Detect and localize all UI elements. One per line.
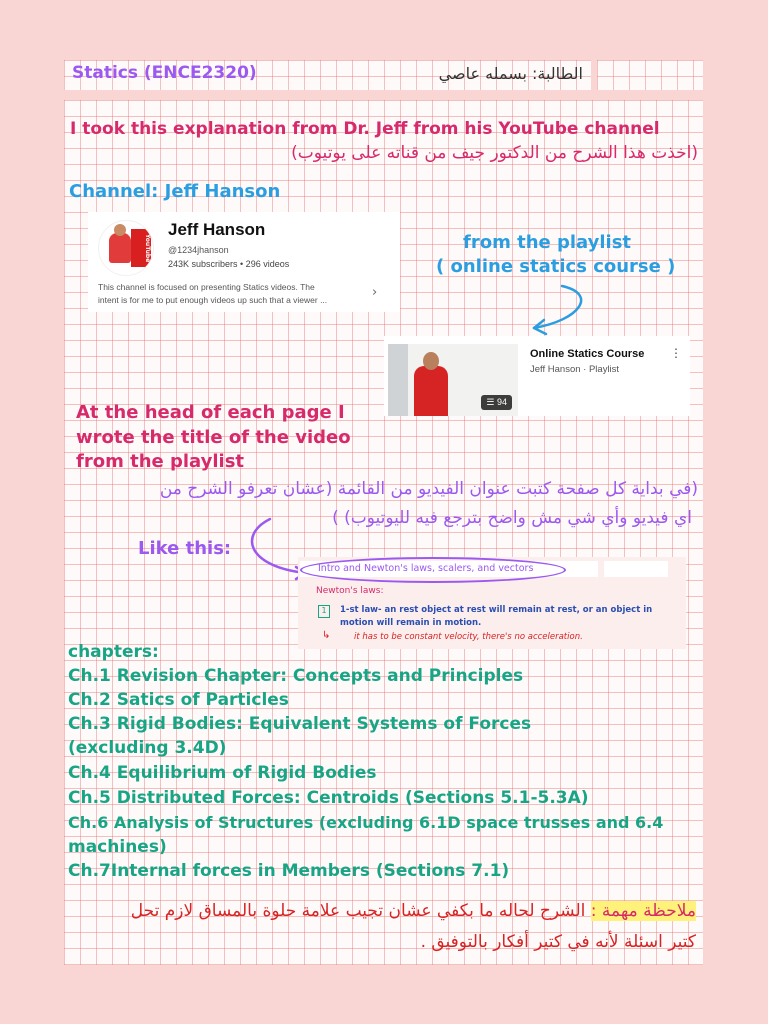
presenter-figure-icon bbox=[414, 366, 448, 416]
header-right-box bbox=[597, 60, 703, 90]
curved-arrow-icon bbox=[520, 280, 600, 340]
playlist-note-line1: from the playlist bbox=[463, 232, 632, 253]
head-note-ar-line2: اي فيديو وأي شي مش واضح بترجع فيه لليوتيوب) ) bbox=[332, 508, 692, 528]
chapter-item: machines) bbox=[68, 837, 167, 857]
channel-stats: 243K subscribers • 296 videos bbox=[168, 259, 290, 269]
chapter-item: Ch.5 Distributed Forces: Centroids (Sections 5.1-5.3A) bbox=[68, 788, 589, 808]
chapter-item: Ch.2 Satics of Particles bbox=[68, 690, 289, 710]
example-snippet bbox=[298, 557, 686, 649]
channel-avatar bbox=[98, 220, 154, 276]
chapter-item: Ch.4 Equilibrium of Rigid Bodies bbox=[68, 763, 377, 783]
more-options-icon[interactable]: ⋮ bbox=[670, 346, 682, 360]
example-item-number: 1 bbox=[318, 605, 330, 618]
example-title-oval bbox=[300, 557, 566, 583]
chapter-item: Ch.3 Rigid Bodies: Equivalent Systems of Forces bbox=[68, 714, 532, 734]
example-arrow-icon: ↳ bbox=[322, 630, 331, 641]
footer-note-label: ملاحظة مهمة : bbox=[590, 901, 696, 921]
chapters-heading: chapters: bbox=[68, 642, 159, 662]
playlist-note-line2: ( online statics course ) bbox=[436, 256, 676, 277]
playlist-thumbnail bbox=[388, 344, 518, 416]
youtube-logo-icon: YouTube bbox=[131, 229, 151, 267]
avatar-figure-icon bbox=[109, 233, 131, 263]
channel-card[interactable] bbox=[88, 212, 400, 312]
playlist-count-badge bbox=[481, 395, 512, 410]
intro-line-ar: (اخذت هذا الشرح من الدكتور جيف من قناته على يوتيوب) bbox=[291, 143, 698, 163]
channel-handle: @1234jhanson bbox=[168, 245, 229, 255]
playlist-title: Online Statics Course bbox=[530, 348, 645, 360]
example-section: Newton's laws: bbox=[316, 586, 384, 596]
like-this-label: Like this: bbox=[138, 538, 232, 559]
head-note-ar-line1: (في بداية كل صفحة كتبت عنوان الفيديو من القائمة (عشان تعرفو الشرح من bbox=[159, 479, 698, 499]
channel-label: Channel: Jeff Hanson bbox=[69, 181, 281, 202]
intro-line-en: I took this explanation from Dr. Jeff from his YouTube channel bbox=[70, 119, 660, 139]
head-note-line1: At the head of each page I bbox=[76, 402, 345, 423]
playlist-subtitle: Jeff Hanson · Playlist bbox=[530, 364, 620, 375]
example-law-line1: 1-st law- an rest object at rest will remain at rest, or an object in bbox=[340, 605, 653, 615]
channel-desc-line1: This channel is focused on presenting Statics videos. The bbox=[98, 282, 315, 292]
chapter-item: Ch.7Internal forces in Members (Sections 7.1) bbox=[68, 861, 510, 881]
chapter-item: Ch.6 Analysis of Structures (excluding 6.1D space trusses and 6.4 bbox=[68, 813, 664, 832]
example-hand-note: it has to be constant velocity, there's no acceleration. bbox=[354, 632, 583, 642]
chapter-item: (excluding 3.4D) bbox=[68, 738, 227, 758]
chevron-right-icon[interactable]: › bbox=[372, 285, 378, 300]
example-title: Intro and Newton's laws, scalers, and vectors bbox=[318, 563, 534, 574]
footer-note-line2: كتير اسئلة لأنه في كتير أفكار بالتوفيق . bbox=[420, 932, 696, 952]
presenter-head-icon bbox=[423, 352, 439, 370]
student-name: الطالبة: بسمله عاصي bbox=[438, 64, 583, 83]
footer-note-line1 bbox=[131, 901, 696, 921]
footer-note-text1: الشرح لحاله ما بكفي عشان تجيب علامة حلوة بالمساق لازم تحل bbox=[130, 901, 586, 921]
playlist-count: 94 bbox=[496, 397, 507, 407]
head-note-line2: wrote the title of the video bbox=[76, 427, 351, 448]
channel-desc-line2: intent is for me to put enough videos up such that a viewer ... bbox=[98, 295, 328, 305]
course-title: Statics (ENCE2320) bbox=[72, 63, 257, 83]
example-side-box bbox=[604, 561, 668, 577]
example-law-line2: motion will remain in motion. bbox=[340, 618, 482, 628]
head-note-line3: from the playlist bbox=[76, 451, 245, 472]
playlist-icon: ☰ bbox=[486, 397, 497, 407]
chapter-item: Ch.1 Revision Chapter: Concepts and Principles bbox=[68, 666, 524, 686]
channel-name: Jeff Hanson bbox=[168, 220, 266, 239]
playlist-card[interactable] bbox=[384, 336, 690, 416]
avatar-head-icon bbox=[114, 224, 126, 236]
